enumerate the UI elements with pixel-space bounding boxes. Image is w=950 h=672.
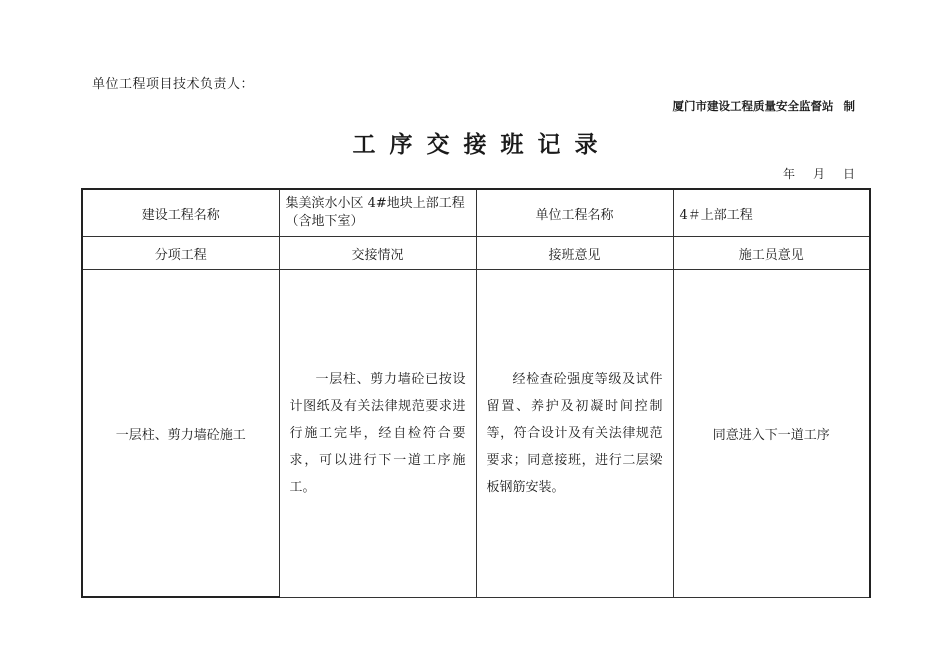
header-item: 分项工程: [82, 237, 279, 270]
handover-cell: [279, 270, 476, 598]
receiver-cell: [476, 270, 673, 598]
handover-text: 一层柱、剪力墙砼已按设计图纸及有关法律规范要求进行施工完毕，经自检符合要求，可以进行下一道工序施工。: [289, 371, 466, 495]
project-name-value: 集美滨水小区 4#地块上部工程（含地下室）: [279, 189, 476, 237]
unit-name-label: 单位工程名称: [476, 189, 673, 237]
unit-name-value: 4＃上部工程: [673, 189, 870, 237]
item-cell: 一层柱、剪力墙砼施工: [82, 270, 279, 598]
issuer-line: [673, 98, 856, 114]
foreman-cell: 同意进入下一道工序: [673, 270, 870, 598]
receiver-text: 经检查砼强度等级及试件留置、养护及初凝时间控制等，符合设计及有关法律规范要求；同意接班，进行二层梁板钢筋安装。: [486, 371, 663, 495]
header-handover: 交接情况: [279, 237, 476, 270]
table-row: [82, 189, 870, 237]
project-name-label: 建设工程名称: [82, 189, 279, 237]
issuer-mark: 制: [843, 99, 855, 113]
table-row: [82, 270, 870, 598]
header-foreman: 施工员意见: [673, 237, 870, 270]
date-line: [765, 165, 855, 182]
date-year: 年: [782, 167, 795, 181]
tech-lead-label: 单位工程项目技术负责人：: [92, 77, 255, 92]
header-receiver: 接班意见: [476, 237, 673, 270]
table-header-row: [82, 237, 870, 270]
page-title: 工序交接班记录: [352, 132, 612, 158]
record-table: [81, 188, 871, 598]
date-day: 日: [842, 167, 855, 181]
issuer-name: 厦门市建设工程质量安全监督站: [672, 99, 834, 113]
date-month: 月: [812, 167, 825, 181]
